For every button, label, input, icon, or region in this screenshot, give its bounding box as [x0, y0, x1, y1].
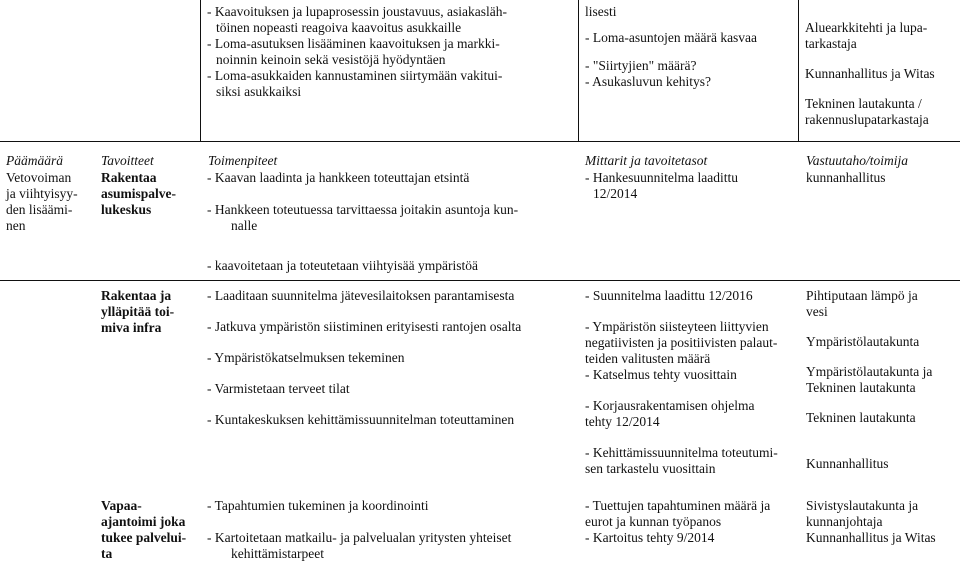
text-line: miva infra: [101, 320, 162, 335]
text-line: ja viihtyisyy-: [6, 186, 78, 201]
table-top-border: [0, 141, 960, 142]
text-line: Kunnanhallitus: [806, 456, 889, 471]
text-line: kunnanhallitus: [806, 170, 886, 185]
top-metrics-cell: [585, 4, 791, 90]
top-divider-1: [200, 0, 201, 141]
text-line: tukee palvelui-: [101, 530, 187, 545]
actions-cell: [207, 498, 579, 562]
text-line: - Laaditaan suunnitelma jätevesilaitoksen parantamisesta: [207, 288, 515, 303]
text-line: Vapaa-: [101, 498, 142, 513]
text-line: - Hankkeen toteutuessa tarvittaessa joitakin asuntoja kun-: [207, 202, 519, 217]
text-line: - Kehittämissuunnitelma toteutumi-: [585, 445, 778, 460]
responsible-cell: [806, 498, 958, 546]
text-line: - Loma-asukkaiden kannustaminen siirtymään vakitui-: [207, 68, 503, 83]
metrics-cell: [585, 170, 791, 202]
text-line: Ympäristölautakunta: [806, 334, 920, 349]
header-objectives: Tavoitteet: [101, 153, 154, 168]
text-line: Aluearkkitehti ja lupa-: [805, 20, 928, 35]
top-responsible-cell: [805, 4, 955, 128]
top-divider-3: [798, 0, 799, 141]
text-line: - Kaavoituksen ja lupaprosessin joustavuus, asiakasläh-: [207, 4, 507, 19]
text-line: - Tapahtumien tukeminen ja koordinointi: [207, 498, 429, 513]
responsible-cell: [806, 170, 956, 186]
text-line: - Asukasluvun kehitys?: [585, 74, 711, 89]
responsible-cell: [806, 288, 958, 472]
text-line: - Kaavan laadinta ja hankkeen toteuttajan etsintä: [207, 170, 470, 185]
text-line: kunnanjohtaja: [806, 514, 883, 529]
text-line: ajantoimi joka: [101, 514, 186, 529]
text-line: - Kartoitus tehty 9/2014: [585, 530, 715, 545]
text-line: töinen nopeasti reagoiva kaavoitus asukkaille: [216, 20, 462, 35]
row2-top-border: [0, 280, 960, 281]
text-line: - kaavoitetaan ja toteutetaan viihtyisää ympäristöä: [207, 258, 479, 273]
metrics-cell: [585, 498, 795, 546]
text-line: Kunnanhallitus ja Witas: [806, 530, 936, 545]
text-line: asumispalve-: [101, 186, 177, 201]
header-actions: Toimenpiteet: [208, 153, 278, 168]
metrics-cell: [585, 288, 795, 477]
text-line: lukeskus: [101, 202, 152, 217]
text-line: noinnin keinoin sekä vesistöjä hyödyntäen: [216, 52, 446, 67]
text-line: kehittämistarpeet: [231, 546, 324, 561]
text-line: tehty 12/2014: [585, 414, 660, 429]
text-line: - "Siirtyjien" määrä?: [585, 58, 697, 73]
text-line: - Ympäristön siisteyteen liittyvien: [585, 319, 769, 334]
text-line: 12/2014: [593, 186, 638, 201]
text-line: nen: [6, 218, 26, 233]
top-actions-cell: [207, 4, 573, 100]
text-line: rakennuslupatarkastaja: [805, 112, 929, 127]
text-line: eurot ja kunnan työpanos: [585, 514, 722, 529]
objective-cell: [101, 498, 201, 562]
goal-cell: [6, 170, 96, 234]
header-responsible: Vastuutaho/toimija: [806, 153, 909, 168]
text-line: Sivistyslautakunta ja: [806, 498, 919, 513]
actions-cell: [207, 170, 579, 274]
text-line: - Ympäristökatselmuksen tekeminen: [207, 350, 405, 365]
text-line: nalle: [231, 218, 258, 233]
text-line: - Kartoitetaan matkailu- ja palvelualan yritysten yhteiset: [207, 530, 512, 545]
text-line: teiden valitusten määrä: [585, 351, 711, 366]
text-line: Rakentaa ja: [101, 288, 172, 303]
text-line: - Jatkuva ympäristön siistiminen erityisesti rantojen osalta: [207, 319, 522, 334]
text-line: - Loma-asuntojen määrä kasvaa: [585, 30, 758, 45]
text-line: Tekninen lautakunta: [806, 380, 916, 395]
text-line: ylläpitää toi-: [101, 304, 175, 319]
header-goal: Päämäärä: [6, 153, 63, 168]
text-line: Ympäristölautakunta ja: [806, 364, 933, 379]
text-line: Pihtiputaan lämpö ja: [806, 288, 918, 303]
text-line: Tekninen lautakunta /: [805, 96, 922, 111]
text-line: - Korjausrakentamisen ohjelma: [585, 398, 755, 413]
objective-cell: [101, 288, 201, 336]
header-metrics: Mittarit ja tavoitetasot: [585, 153, 708, 168]
actions-cell: [207, 288, 579, 428]
text-line: vesi: [806, 304, 828, 319]
text-line: - Kuntakeskuksen kehittämissuunnitelman toteuttaminen: [207, 412, 515, 427]
top-divider-2: [578, 0, 579, 141]
text-line: - Loma-asutuksen lisääminen kaavoituksen ja markki-: [207, 36, 500, 51]
text-line: sen tarkastelu vuosittain: [585, 461, 716, 476]
text-line: - Tuettujen tapahtuminen määrä ja: [585, 498, 771, 513]
text-line: siksi asukkaiksi: [216, 84, 302, 99]
text-line: - Varmistetaan terveet tilat: [207, 381, 350, 396]
text-line: Vetovoiman: [6, 170, 72, 185]
text-line: Tekninen lautakunta: [806, 410, 916, 425]
objective-cell: [101, 170, 201, 218]
text-line: lisesti: [585, 4, 617, 19]
text-line: Kunnanhallitus ja Witas: [805, 66, 935, 81]
text-line: - Hankesuunnitelma laadittu: [585, 170, 738, 185]
text-line: Rakentaa: [101, 170, 157, 185]
text-line: - Katselmus tehty vuosittain: [585, 367, 737, 382]
text-line: den lisäämi-: [6, 202, 73, 217]
text-line: tarkastaja: [805, 36, 857, 51]
text-line: - Suunnitelma laadittu 12/2016: [585, 288, 753, 303]
text-line: negatiivisten ja positiivisten palaut-: [585, 335, 778, 350]
text-line: ta: [101, 546, 113, 561]
